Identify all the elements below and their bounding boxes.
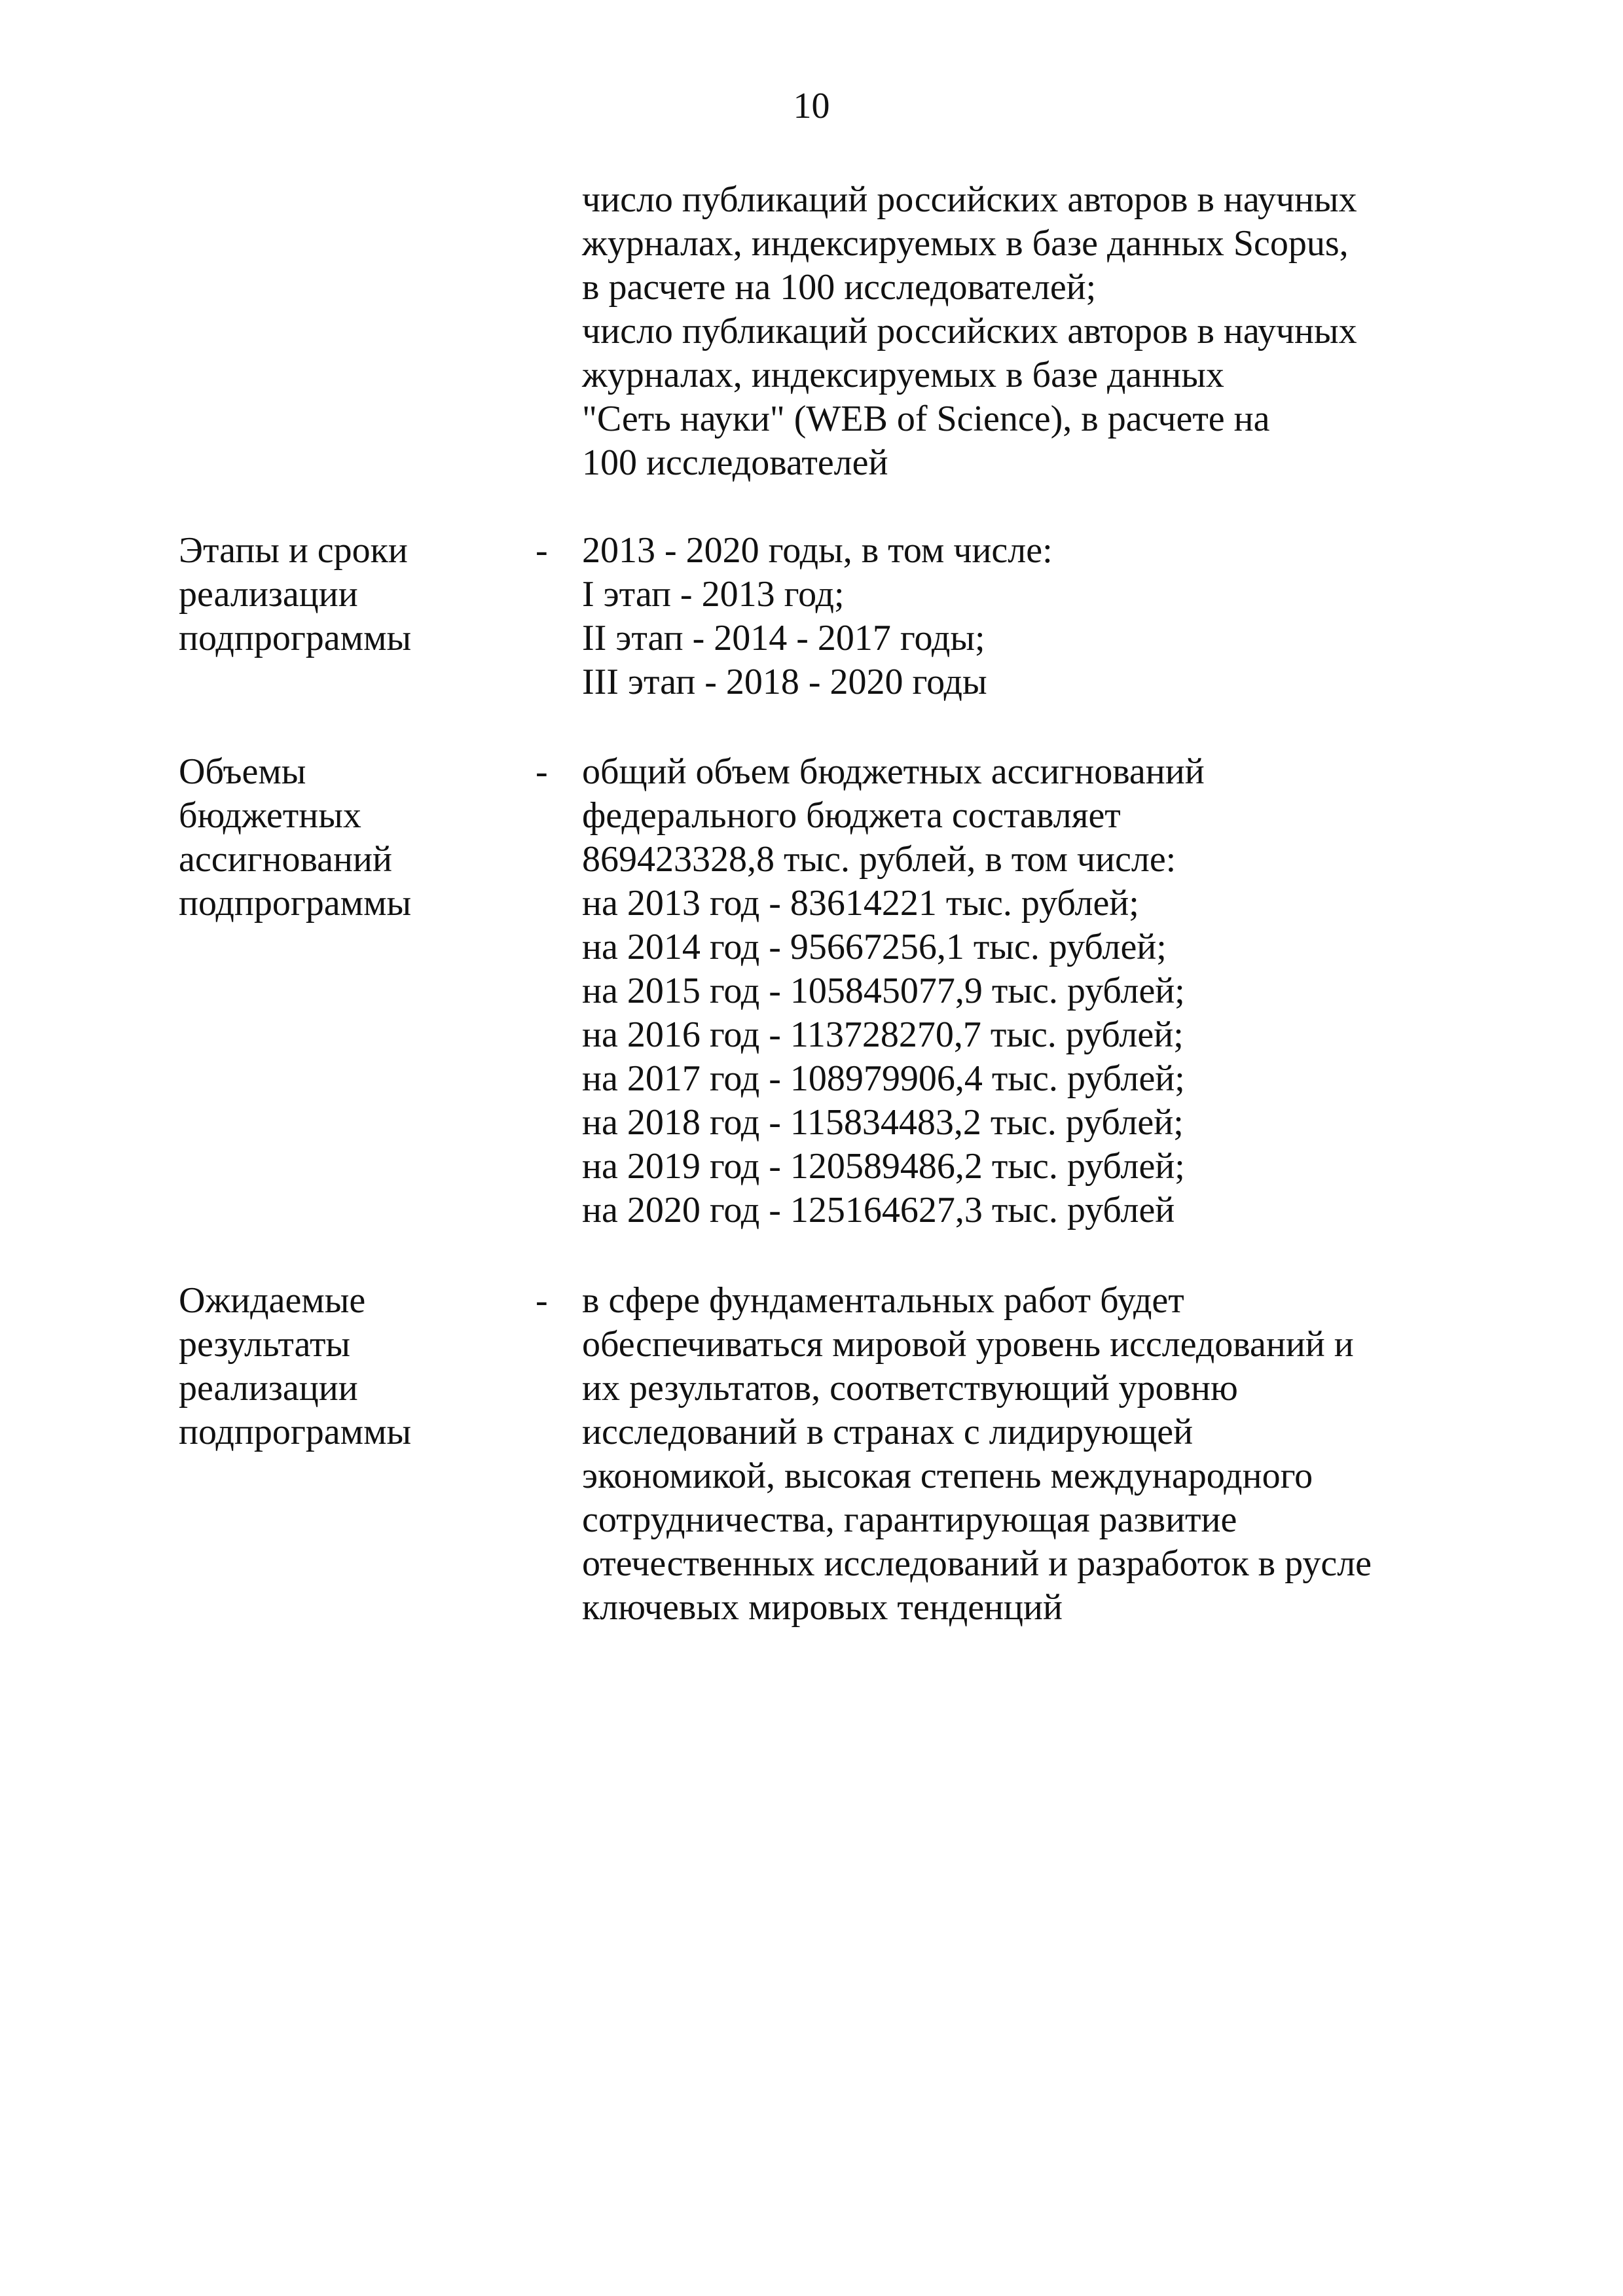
text-line: III этап - 2018 - 2020 годы — [582, 662, 987, 702]
label-line: реализации — [179, 1368, 358, 1408]
text-line: 869423328,8 тыс. рублей, в том числе: — [582, 839, 1176, 880]
text-line: отечественных исследований и разработок в русле — [582, 1543, 1372, 1584]
label-line: подпрограммы — [179, 1412, 412, 1452]
section-label — [179, 529, 411, 660]
text-line: их результатов, соответствующий уровню — [582, 1368, 1238, 1408]
label-line: Этапы и сроки — [179, 530, 408, 571]
text-line: "Сеть науки" (WEB of Science), в расчете на — [582, 399, 1270, 439]
label-line: реализации — [179, 574, 358, 615]
indicators-continuation — [582, 178, 1357, 485]
section-content — [582, 1279, 1372, 1630]
text-line: на 2019 год - 120589486,2 тыс. рублей; — [582, 1146, 1185, 1187]
text-line: в сфере фундаментальных работ будет — [582, 1280, 1184, 1321]
section-content — [582, 750, 1205, 1232]
text-line: I этап - 2013 год; — [582, 574, 845, 615]
text-line: журналах, индексируемых в базе данных Scopus, — [582, 223, 1349, 264]
text-line: число публикаций российских авторов в научных — [582, 311, 1357, 351]
text-line: обеспечиваться мировой уровень исследований и — [582, 1324, 1354, 1365]
label-line: Объемы — [179, 751, 306, 792]
label-line: Ожидаемые — [179, 1280, 366, 1321]
separator-dash: - — [536, 751, 548, 792]
text-line: в расчете на 100 исследователей; — [582, 267, 1097, 308]
text-line: федерального бюджета составляет — [582, 795, 1121, 836]
text-line: II этап - 2014 - 2017 годы; — [582, 618, 985, 658]
text-line: экономикой, высокая степень международного — [582, 1456, 1313, 1496]
label-line: результаты — [179, 1324, 351, 1365]
text-line: на 2020 год - 125164627,3 тыс. рублей — [582, 1190, 1175, 1230]
text-line: ключевых мировых тенденций — [582, 1587, 1063, 1628]
text-line: на 2016 год - 113728270,7 тыс. рублей; — [582, 1014, 1184, 1055]
separator-dash: - — [536, 1280, 548, 1321]
text-line: на 2018 год - 115834483,2 тыс. рублей; — [582, 1102, 1184, 1143]
text-line: 100 исследователей — [582, 442, 888, 483]
text-line: на 2017 год - 108979906,4 тыс. рублей; — [582, 1058, 1185, 1099]
section-label — [179, 750, 411, 925]
text-line: на 2015 год - 105845077,9 тыс. рублей; — [582, 971, 1185, 1011]
separator-dash: - — [536, 530, 548, 571]
label-line: подпрограммы — [179, 618, 412, 658]
text-line: 2013 - 2020 годы, в том числе: — [582, 530, 1053, 571]
text-line: общий объем бюджетных ассигнований — [582, 751, 1205, 792]
text-line: на 2013 год - 83614221 тыс. рублей; — [582, 883, 1139, 924]
label-line: бюджетных — [179, 795, 361, 836]
text-line: журналах, индексируемых в базе данных — [582, 355, 1224, 395]
section-content — [582, 529, 1053, 704]
section-label — [179, 1279, 411, 1454]
page-number: 10 — [793, 86, 830, 126]
text-line: сотрудничества, гарантирующая развитие — [582, 1499, 1237, 1540]
label-line: подпрограммы — [179, 883, 412, 924]
text-line: на 2014 год - 95667256,1 тыс. рублей; — [582, 927, 1167, 967]
text-line: число публикаций российских авторов в научных — [582, 179, 1357, 220]
text-line: исследований в странах с лидирующей — [582, 1412, 1194, 1452]
label-line: ассигнований — [179, 839, 392, 880]
